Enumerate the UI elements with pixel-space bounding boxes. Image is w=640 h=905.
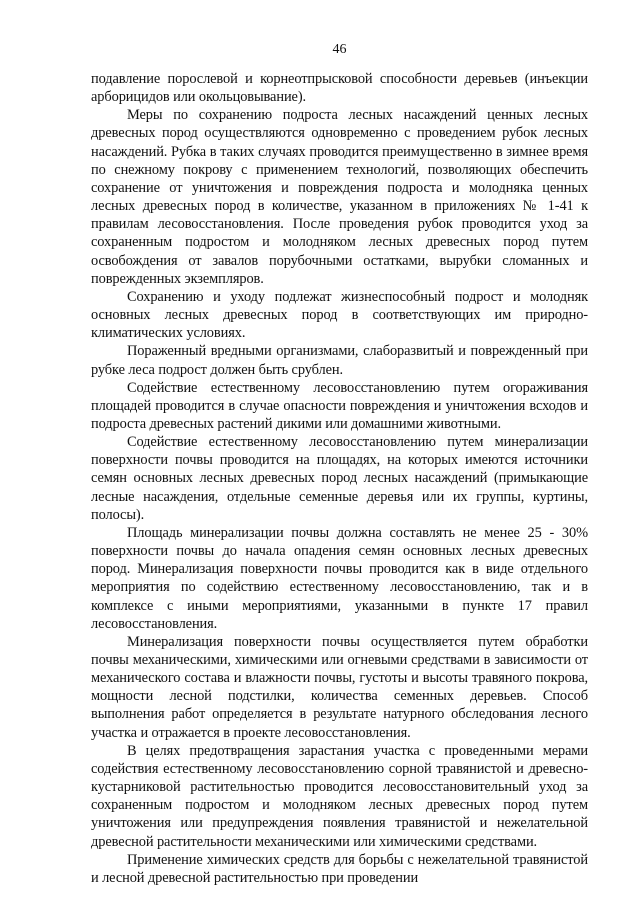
document-body (91, 70, 588, 887)
paragraph-10: Применение химических средств для борьбы с нежелательной травянистой и лесной древесной растительностью при проведении (91, 851, 588, 886)
paragraph-8: Минерализация поверхности почвы осуществляется путем обработки почвы механическими, химическими или огневыми средствами в зависимости от механического состава и влажности почвы, густоты и высоты травяного покрова, мощности лесной подстилки, количества семенных деревьев. Способ выполнения работ определяется в результате натурного обследования лесного участка и отражается в проекте лесовосстановления. (91, 633, 588, 741)
paragraph-5: Содействие естественному лесовосстановлению путем огораживания площадей проводится в случае опасности повреждения и уничтожения всходов и подроста древесных растений дикими или домашними животными. (91, 379, 588, 432)
paragraph-1: подавление порослевой и корнеотпрысковой способности деревьев (инъекции арборицидов или окольцовывание). (91, 71, 588, 106)
paragraph-6: Содействие естественному лесовосстановлению путем минерализации поверхности почвы проводится на площадях, на которых имеются источники семян основных лесных древесных пород лесных насаждений (примыкающие лесные насаждения, отдельные семенные деревья или их группы, куртины, полосы). (91, 434, 588, 523)
paragraph-9: В целях предотвращения зарастания участка с проведенными мерами содействия естественному лесовосстановлению сорной травянистой и древесно-кустарниковой растительностью проводится лесовосстановительный уход за сохраненным подростом и молодняком лесных древесных пород путем уничтожения или предупреждения появления травянистой и нежелательной древесной растительности механическими или химическими средствами. (91, 742, 588, 850)
document-page (91, 0, 588, 905)
paragraph-2: Меры по сохранению подроста лесных насаждений ценных лесных древесных пород осуществляются одновременно с проведением рубок лесных насаждений. Рубка в таких случаях проводится преимущественно в зимнее время по снежному покрову с применением технологий, позволяющих обеспечить сохранение от уничтожения и повреждения подроста и молодняка ценных лесных древесных пород в количестве, указанном в приложениях № 1-41 к правилам лесовосстановления. После проведения рубок проводится уход за сохраненным подростом и молодняком лесных древесных пород путем освобождения от завалов порубочными остатками, вырубки сломанных и поврежденных экземпляров. (91, 107, 588, 287)
paragraph-3: Сохранению и уходу подлежат жизнеспособный подрост и молодняк основных лесных древесных пород в соответствующих им природно-климатических условиях. (91, 288, 588, 342)
paragraph-4: Пораженный вредными организмами, слаборазвитый и поврежденный при рубке леса подрост должен быть срублен. (91, 343, 588, 378)
paragraph-7: Площадь минерализации почвы должна составлять не менее 25 - 30% поверхности почвы до начала опадения семян основных лесных древесных пород. Минерализация поверхности почвы проводится как в виде отдельного мероприятия по содействию естественному лесовосстановлению, так и в комплексе с иными мероприятиями, указанными в пункте 17 правил лесовосстановления. (91, 524, 588, 632)
page-number: 46 (332, 42, 347, 57)
